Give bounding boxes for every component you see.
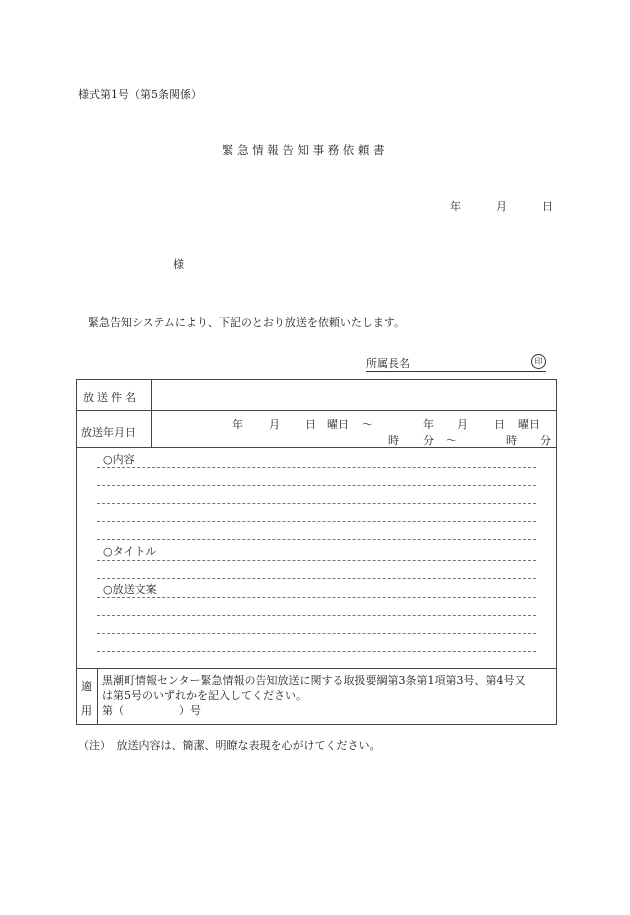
time-from-minute: 分 [423, 434, 434, 447]
addressee-suffix: 様 [173, 258, 184, 271]
apply-text-line3a: 第（ [102, 704, 124, 717]
time-range-tilde: 〜 [446, 434, 457, 447]
date-to-day: 日 [494, 418, 505, 431]
time-to-hour: 時 [506, 434, 517, 447]
signer-line [366, 355, 546, 372]
script-heading: ○放送文案 [103, 583, 157, 596]
date-from-year: 年 [232, 418, 243, 431]
apply-label-bottom: 用 [81, 704, 92, 717]
time-from-hour: 時 [388, 434, 399, 447]
signer-label: 所属長名 [366, 357, 410, 370]
footnote: （注） 放送内容は、簡潔、明瞭な表現を心がけてください。 [78, 739, 381, 752]
content-heading: ○内容 [103, 453, 135, 466]
seal-mark: 印 [531, 354, 546, 369]
date-year: 年 [450, 200, 461, 213]
date-from-month: 月 [269, 418, 280, 431]
apply-text-line1: 黒潮町情報センター緊急情報の告知放送に関する取扱要綱第3条第1項第3号、第4号又 [102, 674, 526, 687]
time-to-minute: 分 [540, 434, 551, 447]
date-day: 日 [542, 200, 553, 213]
apply-text-line2: は第5号のいずれかを記入してください。 [102, 689, 307, 702]
date-month: 月 [496, 200, 507, 213]
request-form-table [76, 379, 557, 725]
request-date [450, 198, 553, 214]
intro-text: 緊急告知システムにより、下記のとおり放送を依頼いたします。 [88, 316, 406, 329]
broadcast-date-label: 放送年月日 [81, 426, 136, 439]
document-title: 緊急情報告知事務依頼書 [222, 143, 389, 157]
date-range-tilde: 〜 [362, 418, 373, 431]
apply-text-line3b: ）号 [179, 704, 201, 717]
apply-label-top: 適 [81, 680, 92, 693]
date-to-weekday: 曜日 [518, 418, 540, 431]
date-to-year: 年 [423, 418, 434, 431]
form-number-label: 様式第1号（第5条関係） [78, 88, 202, 101]
date-from-weekday: 曜日 [327, 418, 349, 431]
date-from-day: 日 [305, 418, 316, 431]
broadcast-name-label: 放送件名 [83, 391, 139, 404]
date-to-month: 月 [457, 418, 468, 431]
title-heading: ○タイトル [103, 545, 157, 558]
